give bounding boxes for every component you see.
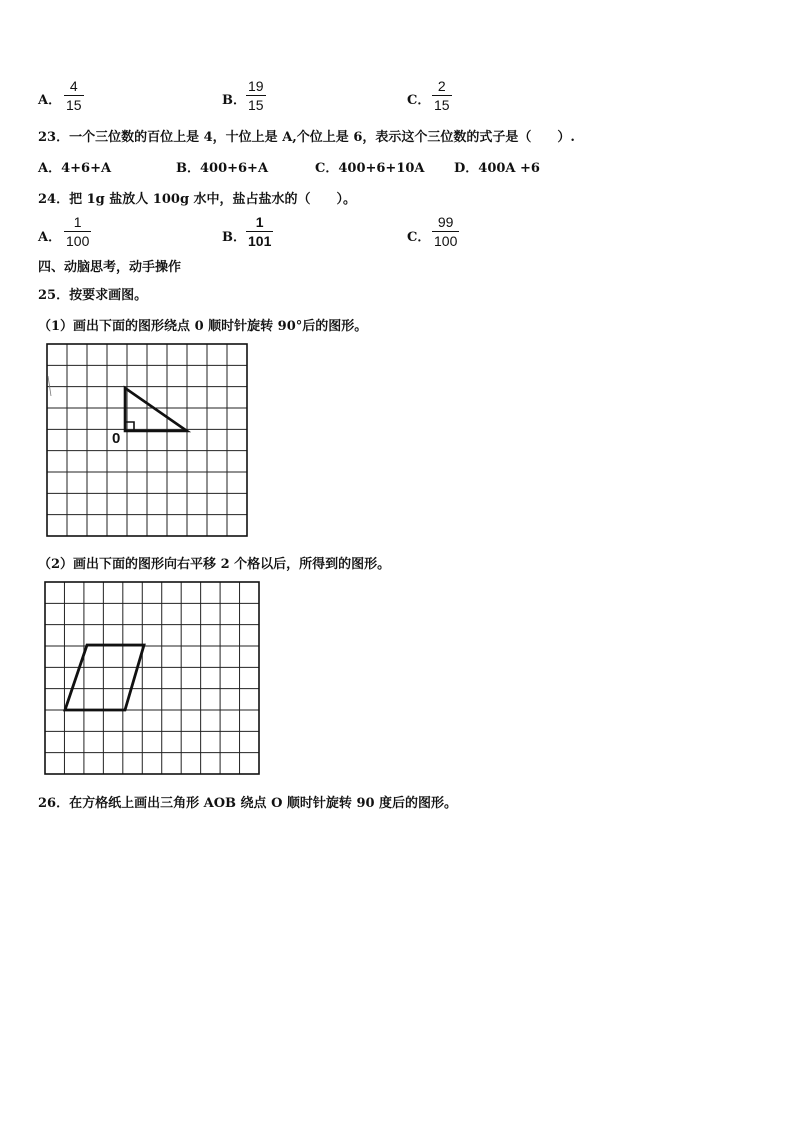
fraction-numerator: 99 xyxy=(437,214,454,230)
q24-text: 24．把 1g 盐放人 100g 水中，盐占盐水的（ ）。 xyxy=(38,192,357,207)
q25-part1-text: （1）画出下面的图形绕点 0 顺时针旋转 90°后的图形。 xyxy=(38,319,368,334)
q24-option-c-fraction xyxy=(432,214,459,249)
parallelogram xyxy=(65,645,144,710)
fraction-denominator: 101 xyxy=(248,233,272,249)
q25-text: 25．按要求画图。 xyxy=(38,288,148,303)
fraction-denominator: 100 xyxy=(434,233,458,249)
q25-grid-2[interactable] xyxy=(43,580,263,776)
q24-option-a-label: A． xyxy=(38,230,62,245)
fraction-denominator: 15 xyxy=(248,97,264,113)
q24-option-a-fraction xyxy=(64,214,91,249)
grid-lines xyxy=(47,344,247,536)
q22-option-a-label: A． xyxy=(38,93,62,108)
origin-label-0: 0 xyxy=(112,430,121,447)
q22-option-a-fraction xyxy=(64,78,84,113)
fraction-numerator: 19 xyxy=(248,78,264,94)
q23-text: 23．一个三位数的百位上是 4，十位上是 A,个位上是 6，表示这个三位数的式子是（ ）. xyxy=(38,130,575,145)
q24-option-b-label: B． xyxy=(222,230,246,245)
q23-option-c: C．400+6+10A xyxy=(315,161,425,176)
q25-grid-1[interactable] xyxy=(44,342,250,538)
section-4-heading: 四、动脑思考，动手操作 xyxy=(38,260,182,275)
q23-option-d: D．400A +6 xyxy=(454,161,540,176)
q25-part2-text: （2）画出下面的图形向右平移 2 个格以后，所得到的图形。 xyxy=(38,557,391,572)
fraction-numerator: 1 xyxy=(255,214,264,230)
q22-option-b-fraction xyxy=(246,78,266,113)
fraction-numerator: 2 xyxy=(437,78,446,94)
q23-option-b: B．400+6+A xyxy=(176,161,269,176)
fraction-denominator: 100 xyxy=(66,233,90,249)
stray-mark xyxy=(48,376,51,396)
q22-option-b-label: B． xyxy=(222,93,246,108)
fraction-numerator: 4 xyxy=(69,78,78,94)
q22-option-c-fraction xyxy=(432,78,452,113)
fraction-denominator: 15 xyxy=(66,97,82,113)
fraction-numerator: 1 xyxy=(73,214,82,230)
q23-option-a: A．4+6+A xyxy=(38,161,112,176)
q22-option-c-label: C． xyxy=(407,93,431,108)
q26-text: 26．在方格纸上画出三角形 AOB 绕点 O 顺时针旋转 90 度后的图形。 xyxy=(38,796,458,811)
q24-option-b-fraction xyxy=(246,214,273,249)
q24-option-c-label: C． xyxy=(407,230,431,245)
fraction-denominator: 15 xyxy=(434,97,450,113)
